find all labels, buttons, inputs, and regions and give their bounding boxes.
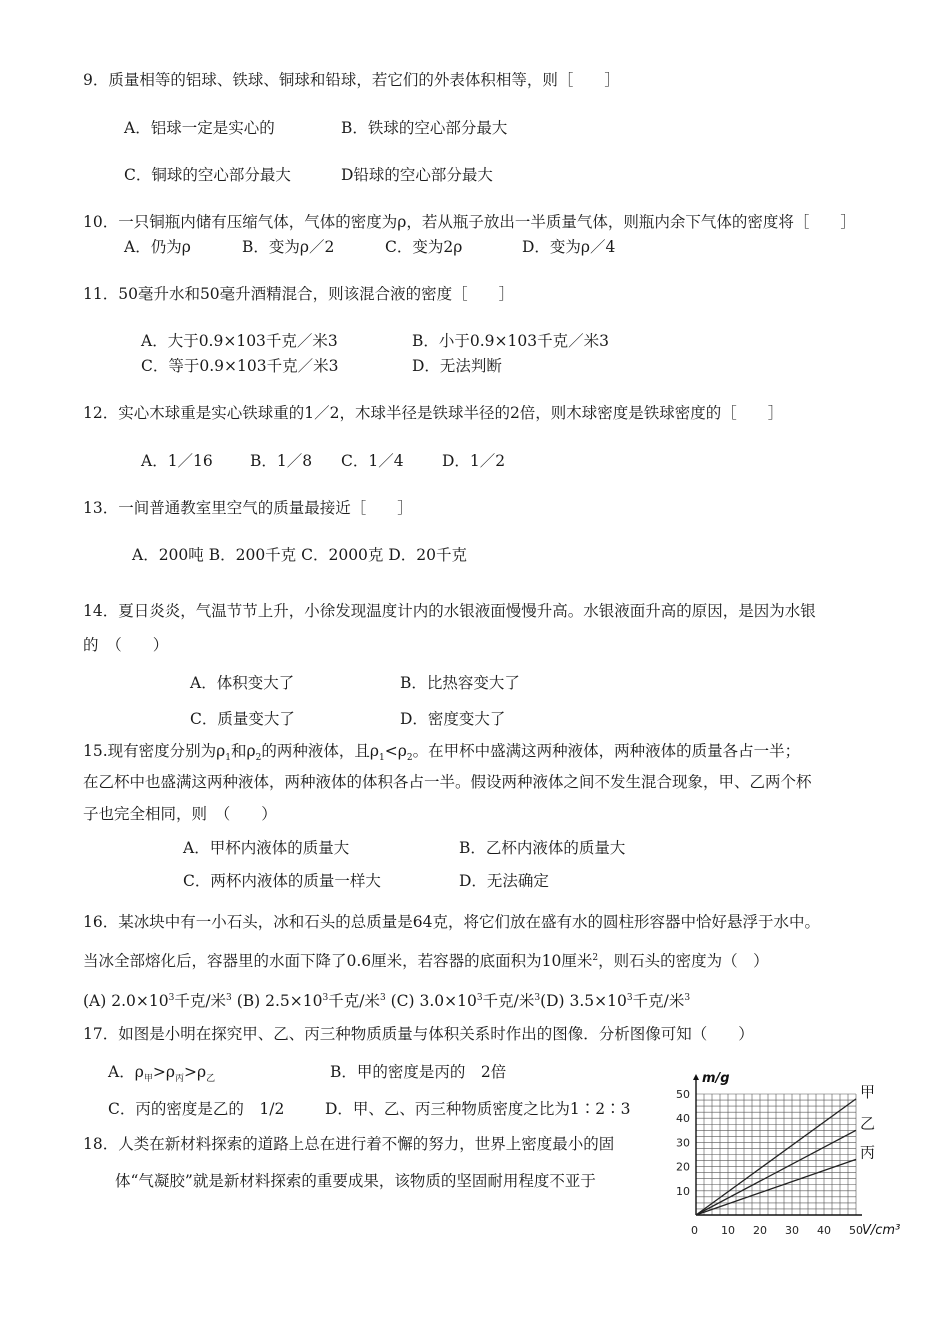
q17-option-b: B．甲的密度是丙的 2倍 [330, 1063, 507, 1081]
x-tick-label: 20 [753, 1224, 767, 1237]
q9-option-c: C．铜球的空心部分最大 [124, 166, 291, 184]
q11-option-d: D．无法判断 [412, 357, 502, 375]
q9-option-a: A．铝球一定是实心的 [124, 119, 275, 137]
q14-option-a: A．体积变大了 [190, 674, 295, 692]
x-tick-label: 50 [849, 1224, 863, 1237]
q11-option-a: A．大于0.9×103千克／米3 [141, 332, 338, 350]
q9-option-d: D铅球的空心部分最大 [341, 166, 493, 184]
q14-option-d: D．密度变大了 [400, 710, 506, 728]
q10-option-a: A．仍为ρ [124, 238, 191, 256]
x-axis-label: V/cm³ [862, 1223, 901, 1238]
q12-option-d: D．1／2 [442, 452, 506, 470]
q17-option-a: A．$\rho_甲>\rho_丙>\rho_乙$ [108, 1063, 216, 1085]
question-15-line1: 15.现有密度分别为$\rho_1$和$\rho_2$的两种液体，且$\rho_1<\rho_2$。在甲杯中盛满这两种液体，两种液体的质量各占一半； [83, 742, 801, 764]
question-14-stem-line2: 的 （ ） [83, 636, 169, 654]
q16-option-d: (D) $3.5\times 10^3$千克/米$^3$ [540, 992, 691, 1011]
q17-option-d: D．甲、乙、丙三种物质密度之比为1∶2∶3 [325, 1100, 631, 1118]
q14-option-c: C．质量变大了 [190, 710, 295, 728]
q17-option-c: C．丙的密度是乙的 1/2 [108, 1100, 285, 1118]
x-tick-label: 30 [785, 1224, 799, 1237]
series-label: 丙 [860, 1143, 876, 1162]
question-18-line1: 18．人类在新材料探索的道路上总在进行着不懈的努力，世界上密度最小的固 [83, 1135, 615, 1153]
y-tick-label: 20 [676, 1160, 690, 1174]
q12-option-a: A．1／16 [141, 452, 213, 470]
q12-option-c: C．1／4 [341, 452, 404, 470]
q16-option-a: (A) $2.0\times 10^3$千克/米$^3$ [83, 992, 232, 1011]
question-13-stem: 13．一间普通教室里空气的质量最接近［ ］ [83, 499, 413, 517]
y-tick-label: 30 [676, 1136, 690, 1150]
q13-options: A．200吨 B．200千克 C．2000克 D．20千克 [132, 546, 467, 564]
q9-option-b: B．铁球的空心部分最大 [341, 119, 508, 137]
series-label: 乙 [860, 1114, 876, 1133]
q15-option-b: B．乙杯内液体的质量大 [459, 839, 626, 857]
q15-option-a: A．甲杯内液体的质量大 [183, 839, 350, 857]
q16-option-c: (C) $3.0\times 10^3$千克/米$^3$ [385, 992, 541, 1011]
q11-option-b: B．小于0.9×103千克／米3 [412, 332, 609, 350]
question-11-stem: 11．50毫升水和50毫升酒精混合，则该混合液的密度［ ］ [83, 285, 515, 303]
q14-option-b: B．比热容变大了 [400, 674, 520, 692]
question-18-line2: 体“气凝胶”就是新材料探索的重要成果，该物质的坚固耐用程度不亚于 [115, 1172, 596, 1190]
question-12-stem: 12．实心木球重是实心铁球重的1／2，木球半径是铁球半径的2倍，则木球密度是铁球密度的［ ］ [83, 404, 784, 422]
q12-option-b: B．1／8 [250, 452, 313, 470]
question-17-stem: 17．如图是小明在探究甲、乙、丙三种物质质量与体积关系时作出的图像．分析图像可知（ ） [83, 1025, 754, 1043]
x-tick-label: 40 [817, 1224, 831, 1237]
q16-option-b: (B) $2.5\times 10^3$千克/米$^3$ [231, 992, 386, 1011]
y-tick-label: 50 [676, 1088, 690, 1101]
q10-option-d: D．变为ρ／4 [522, 238, 616, 256]
question-15-line2: 在乙杯中也盛满这两种液体，两种液体的体积各占一半。假设两种液体之间不发生混合现象，甲、乙两个杯 [83, 773, 812, 791]
q10-option-b: B．变为ρ／2 [242, 238, 335, 256]
question-14-stem-line1: 14．夏日炎炎，气温节节上升，小徐发现温度计内的水银液面慢慢升高。水银液面升高的原因，是因为水银 [83, 602, 816, 620]
question-10-stem: 10．一只铜瓶内储有压缩气体，气体的密度为ρ，若从瓶子放出一半质量气体，则瓶内余下气体的密度将［ ］ [83, 213, 856, 231]
y-axis-label: m/g [702, 1071, 730, 1086]
y-tick-label: 40 [676, 1112, 690, 1126]
origin-label: 0 [691, 1224, 698, 1237]
y-tick-label: 10 [676, 1184, 690, 1198]
series-label: 甲 [860, 1082, 876, 1101]
q15-option-c: C．两杯内液体的质量一样大 [183, 872, 381, 890]
q11-option-c: C．等于0.9×103千克／米3 [141, 357, 339, 375]
question-15-line3: 子也完全相同，则 （ ） [83, 805, 277, 823]
y-axis-arrow [693, 1074, 699, 1080]
question-9-stem: 9．质量相等的铝球、铁球、铜球和铅球，若它们的外表体积相等，则［ ］ [83, 71, 620, 89]
mass-volume-chart [665, 1060, 915, 1250]
q10-option-c: C．变为2ρ [385, 238, 463, 256]
x-tick-label: 10 [721, 1224, 735, 1237]
q15-option-d: D．无法确定 [459, 872, 549, 890]
q16-options [83, 988, 690, 1011]
question-16-line1: 16．某冰块中有一小石头，冰和石头的总质量是64克，将它们放在盛有水的圆柱形容器中恰好悬浮于水中。 [83, 913, 820, 931]
chart-axes [693, 1074, 862, 1215]
question-16-line2: 当冰全部熔化后，容器里的水面下降了0.6厘米，若容器的底面积为10厘米$^2$，则石头的密度为（ ） [83, 952, 769, 971]
